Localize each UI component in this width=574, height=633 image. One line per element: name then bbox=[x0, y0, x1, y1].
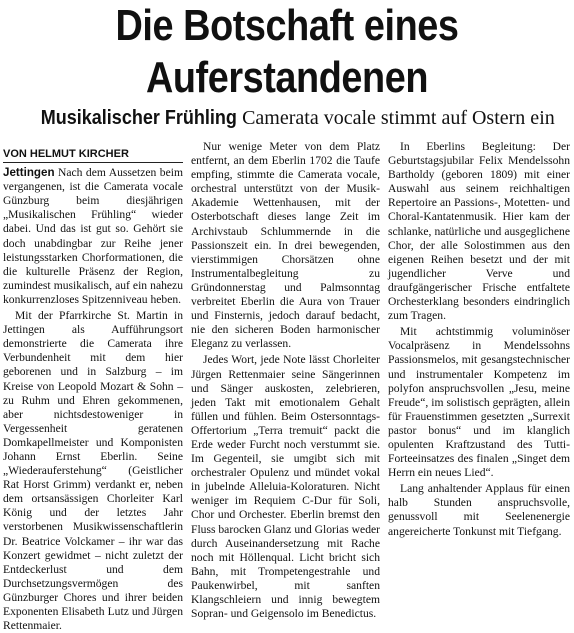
headline-line-2: Auferstandenen bbox=[145, 53, 429, 102]
subheadline bbox=[0, 106, 574, 130]
article-column-2 bbox=[191, 140, 380, 621]
article-paragraph-5: In Eberlins Begleitung: Der Geburtstagsjubilar Felix Mendelssohn Bartholdy (geboren 1809) mit einer Auswahl aus seinem reichhaltigen Repertoire an Passions-, Motetten- und Choral-Kantatenmusik. Hier kam der schlanke, natürliche und ausgeglichene Chor, der alle Solostimmen aus den eigenen Reihen besetzt und der mit jugendlicher Verve und draufgängerischer Frische entfaltete Orchesterklang besonders eindringlich zum Tragen. bbox=[388, 140, 570, 323]
article-column-1 bbox=[3, 147, 183, 633]
subheadline-text: Camerata vocale stimmt auf Ostern ein bbox=[237, 107, 555, 129]
article-paragraph-4: Jedes Wort, jede Note lässt Chorleiter Jürgen Rettenmaier seine Sängerinnen und Sänger auskosten, zelebrieren, jeden Takt mit emotionalem Gehalt füllen und fühlen. Beim Ostersonntags-Offertorium „Terra tremuit“ packt die Erde weder Furcht noch verstummt sie. Im Gegenteil, sie umgibt sich mit orchestraler Opulenz und mündet vokal in jubelnde Alleluia-Koloraturen. Nicht weniger im Requiem C-Dur für Soli, Chor und Orchester. Eberlin bremst den Fluss barocken Glanz und Glorias weder durch Auseinandersetzung mit Rache noch mit Höllenqual. Licht bricht sich Bahn, mit Trompetengestrahle und Paukenwirbel, mit sanften Klangschleiern und innig bewegtem Sopran- und Geigensolo im Benedictus. bbox=[191, 353, 380, 621]
article-column-3 bbox=[388, 140, 570, 598]
article-paragraph-7: Lang anhaltender Applaus für einen halb Stunden anspruchsvolle, genussvoll mit Seelenenergie angereicherte Tonkunst mit Tiefgang. bbox=[388, 482, 570, 538]
article-paragraph-6: Mit achtstimmig voluminöser Vocalpräsenz in Mendelssohns Passionsmelos, mit gesangstechnischer und instrumentaler Kompetenz im polyfon anspruchsvollen „Jesu, meine Freude“, im solistisch geprägten, allein für Frauenstimmen gesetzten „Surrexit pastor bonus“ und im klanglich opulenten Kraftzustand des Tutti-Forteeinsatzes des finalen „Singet dem Herrn ein neues Lied“. bbox=[388, 325, 570, 480]
article-paragraph-2: Mit der Pfarrkirche St. Martin in Jettingen als Aufführungsort demonstrierte die Camerata ihre Verbundenheit mit dem hier geborenen und in Salzburg – im Kreise von Leopold Mozart & Sohn – zu Ruhm und Ehren gekommenen, aber nichtsdestoweniger in Vergessenheit geratenen Domkapellmeister und Komponisten Johann Ernst Eberlin. Seine „Wiederauferstehung“ (Geistlicher Rat Horst Grimm) verdankt er, neben dem ortsansässigen Chorleiter Karl König und der letztes Jahr verstorbenen Musikwissenschaftlerin Dr. Beatrice Volckamer – ihr war das Konzert gewidmet – nicht zuletzt der Entdeckerlust und dem Durchsetzungsvermögen des Günzburger Chores und ihrer beiden Exponenten Elisabeth Lutz und Jürgen Rettenmaier. bbox=[3, 309, 183, 633]
dateline: Jettingen bbox=[3, 166, 55, 180]
headline-line-1: Die Botschaft eines bbox=[115, 1, 459, 50]
article-paragraph-1-text: Nach dem Aussetzen beim vergangenen, ist die Camerata vocale Günzburg beim diesjährigen „Musikalischen Frühling“ wieder dabei. Und das ist gut so. Gehört sie doch unabdingbar zur Reihe jener leistungsstarken Chorformationen, die die kulturelle Präsenz der Region, zumindest musikalisch, auf ein nahezu konkurrenzloses Spitzenniveau heben. bbox=[3, 166, 183, 306]
article-paragraph-1 bbox=[3, 166, 183, 307]
byline: VON HELMUT KIRCHER bbox=[3, 147, 183, 163]
subheadline-kicker: Musikalischer Frühling bbox=[41, 107, 238, 129]
article-paragraph-3: Nur wenige Meter von dem Platz entfernt, an dem Eberlin 1702 die Taufe empfing, stimmte die Camerata vocale, orchestral unterstützt von der Musik-Akademie Wettenhausen, mit der Osterbotschaft dieses lange Zeit im Archivstaub Schlummernde in die Passionszeit ein. In drei bewegenden, vierstimmigen Chorsätzen ohne Instrumentalbegleitung zu Gründonnerstag und Palmsonntag verbreitet Eberlin die Aura von Trauer und Finsternis, jedoch darauf bedacht, nie den sicheren Boden harmonischer Eleganz zu verlassen. bbox=[191, 140, 380, 351]
